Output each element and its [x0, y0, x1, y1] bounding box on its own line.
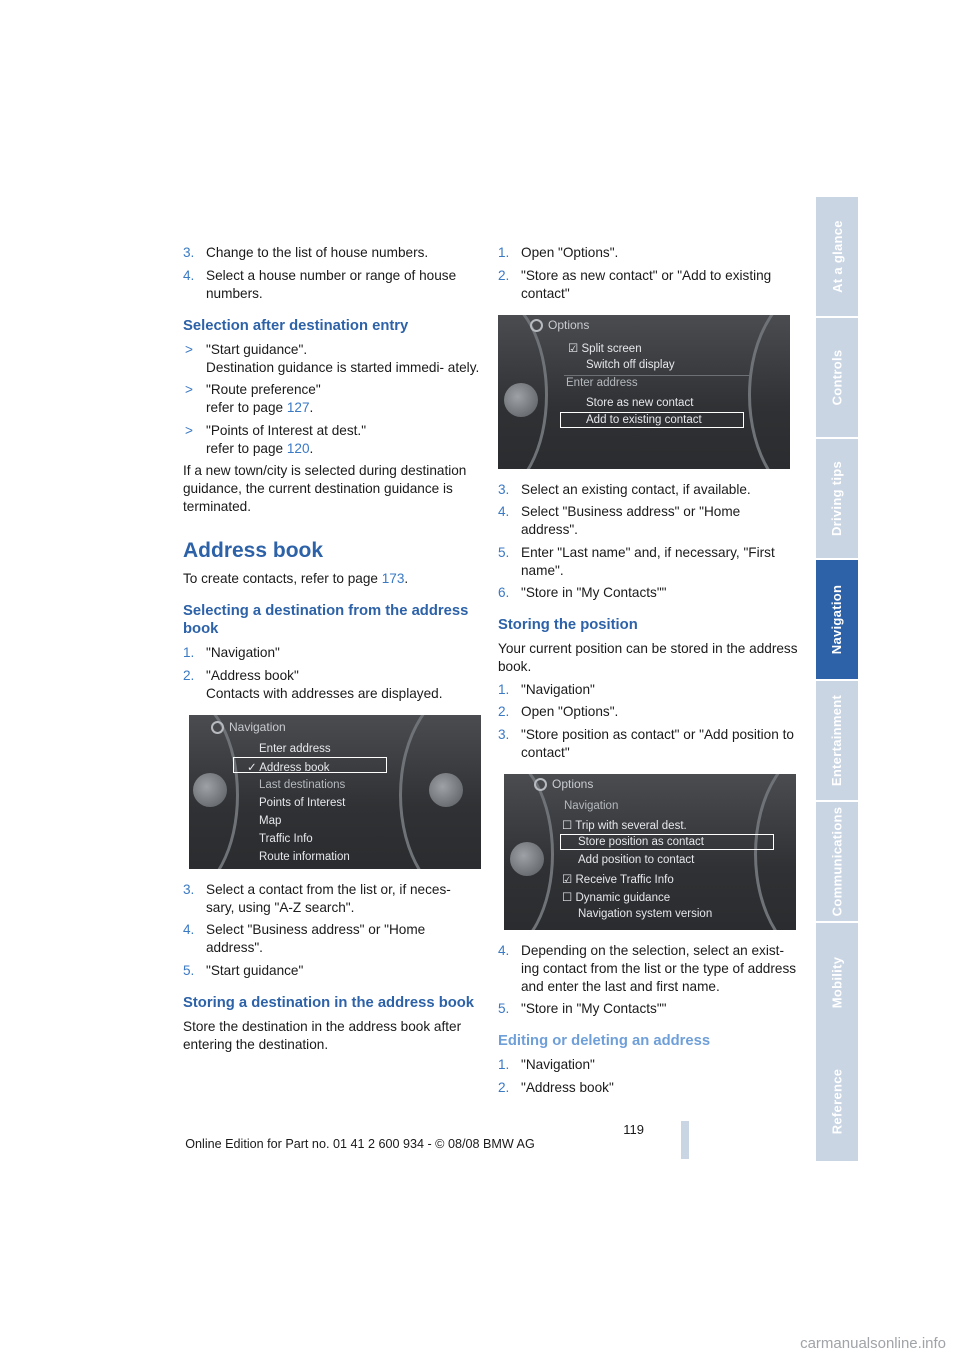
bullet-item: > "Points of Interest at dest." refer to page 120.	[185, 422, 367, 456]
page-link[interactable]: 173	[381, 571, 405, 586]
screen-arc	[748, 315, 790, 469]
menu-section-label: Enter address	[566, 376, 638, 389]
menu-section-label: Navigation	[564, 799, 619, 812]
options-icon	[534, 778, 547, 791]
menu-item[interactable]: ☑ Receive Traffic Info	[562, 873, 674, 886]
controller-knob-icon	[429, 773, 463, 807]
left-column	[183, 244, 483, 1058]
heading-address-book: Address book	[183, 539, 324, 562]
heading-storing-destination: Storing a destination in the address book	[183, 994, 475, 1011]
heading-storing-position: Storing the position	[498, 617, 638, 633]
menu-item[interactable]: Enter address	[259, 742, 331, 755]
step-item: 4. Depending on the selection, select an exist- ing contact from the list or the type of address and enter the last and first name.	[498, 942, 797, 994]
idrive-screen-navigation	[189, 715, 481, 869]
step-item: 6. "Store in "My Contacts""	[498, 585, 667, 600]
menu-item[interactable]: Traffic Info	[259, 832, 313, 845]
idrive-screen-options-position	[504, 774, 796, 930]
controller-knob-icon	[193, 773, 227, 807]
footer-text: Online Edition for Part no. 01 41 2 600 934 - © 08/08 BMW AG	[185, 1137, 535, 1151]
navigation-icon	[211, 721, 224, 734]
step-item: 4. Select a house number or range of house numbers.	[183, 267, 457, 301]
step-item: 1. "Navigation"	[183, 645, 280, 660]
page-link[interactable]: 120	[286, 440, 310, 456]
page-link[interactable]: 127	[286, 400, 310, 415]
right-column	[498, 244, 798, 1101]
menu-item[interactable]: Add position to contact	[578, 853, 695, 866]
menu-item-selected[interactable]: Add to existing contact	[586, 413, 702, 426]
tab-communications[interactable]: Communications	[816, 802, 858, 921]
menu-item[interactable]: Switch off display	[586, 358, 675, 371]
step-item: 3. "Store position as contact" or "Add position to contact"	[498, 726, 794, 760]
menu-item[interactable]: Store as new contact	[586, 396, 694, 409]
menu-item[interactable]: Points of Interest	[259, 796, 346, 809]
menu-item[interactable]: Route information	[259, 850, 350, 863]
menu-item[interactable]: Last destinations	[259, 778, 346, 791]
step-item: 3. Change to the list of house numbers.	[183, 245, 429, 260]
paragraph-new-town: If a new town/city is selected during destination guidance, the current destination guidance is terminated.	[183, 463, 467, 514]
heading-editing-address: Editing or deleting an address	[498, 1033, 711, 1049]
watermark: carmanualsonline.info	[800, 1335, 946, 1352]
screen-title: Options	[548, 317, 590, 332]
step-item: 1. Open "Options".	[498, 245, 619, 260]
step-item: 4. Select "Business address" or "Home address".	[498, 504, 741, 537]
step-item: 1. "Navigation"	[498, 1057, 595, 1072]
menu-item-selected[interactable]: ✓ Address book	[247, 761, 330, 774]
tab-entertainment[interactable]: Entertainment	[816, 681, 858, 800]
controller-knob-icon	[510, 842, 544, 876]
menu-divider	[564, 375, 750, 376]
step-item: 5. "Start guidance"	[183, 962, 304, 978]
tab-reference[interactable]: Reference	[816, 1042, 858, 1161]
step-item: 2. "Address book" Contacts with addresses are displayed.	[183, 667, 443, 701]
screen-title: Options	[552, 776, 594, 791]
menu-item[interactable]: ☐ Dynamic guidance	[562, 891, 671, 904]
page-number: 119	[623, 1122, 644, 1137]
step-item: 2. "Store as new contact" or "Add to existing contact"	[498, 267, 772, 301]
tab-mobility[interactable]: Mobility	[816, 923, 858, 1042]
menu-item[interactable]: ☑ Split screen	[568, 342, 642, 355]
tab-at-a-glance[interactable]: At a glance	[816, 197, 858, 316]
menu-item[interactable]: Navigation system version	[578, 907, 713, 920]
options-icon	[530, 319, 543, 332]
paragraph-create-contacts: To create contacts, refer to page 173.	[183, 571, 409, 586]
paragraph-position: Your current position can be stored in the address book.	[498, 641, 798, 674]
menu-item[interactable]: Map	[259, 814, 282, 827]
step-item: 2. "Address book"	[498, 1079, 614, 1095]
tab-navigation[interactable]: Navigation	[816, 560, 858, 679]
step-item: 5. "Store in "My Contacts""	[498, 1001, 667, 1016]
step-item: 3. Select a contact from the list or, if neces- sary, using "A-Z search".	[183, 881, 451, 915]
step-item: 3. Select an existing contact, if available.	[498, 481, 751, 497]
step-item: 1. "Navigation"	[498, 681, 595, 697]
tab-controls[interactable]: Controls	[816, 318, 858, 437]
chapter-tab-bar	[816, 197, 858, 1161]
menu-item-selected[interactable]: Store position as contact	[578, 835, 704, 848]
bullet-item: > "Start guidance". Destination guidance is started immedi- ately.	[185, 341, 480, 375]
menu-item[interactable]: ☐ Trip with several dest.	[562, 819, 687, 832]
paragraph-store-destination: Store the destination in the address book after entering the destination.	[183, 1018, 462, 1052]
bullet-item: > "Route preference" refer to page 127.	[185, 382, 321, 415]
controller-knob-icon	[504, 383, 538, 417]
tab-driving-tips[interactable]: Driving tips	[816, 439, 858, 558]
screen-arc	[754, 774, 796, 930]
idrive-screen-options-contact	[498, 315, 790, 469]
heading-selection-after-entry: Selection after destination entry	[183, 317, 409, 334]
footer	[0, 1137, 960, 1151]
screen-title: Navigation	[229, 719, 286, 734]
step-item: 4. Select "Business address" or "Home address".	[183, 922, 426, 955]
heading-selecting-destination: Selecting a destination from the address book	[183, 603, 469, 637]
step-item: 5. Enter "Last name" and, if necessary, "First name".	[498, 544, 775, 578]
step-item: 2. Open "Options".	[498, 704, 619, 719]
